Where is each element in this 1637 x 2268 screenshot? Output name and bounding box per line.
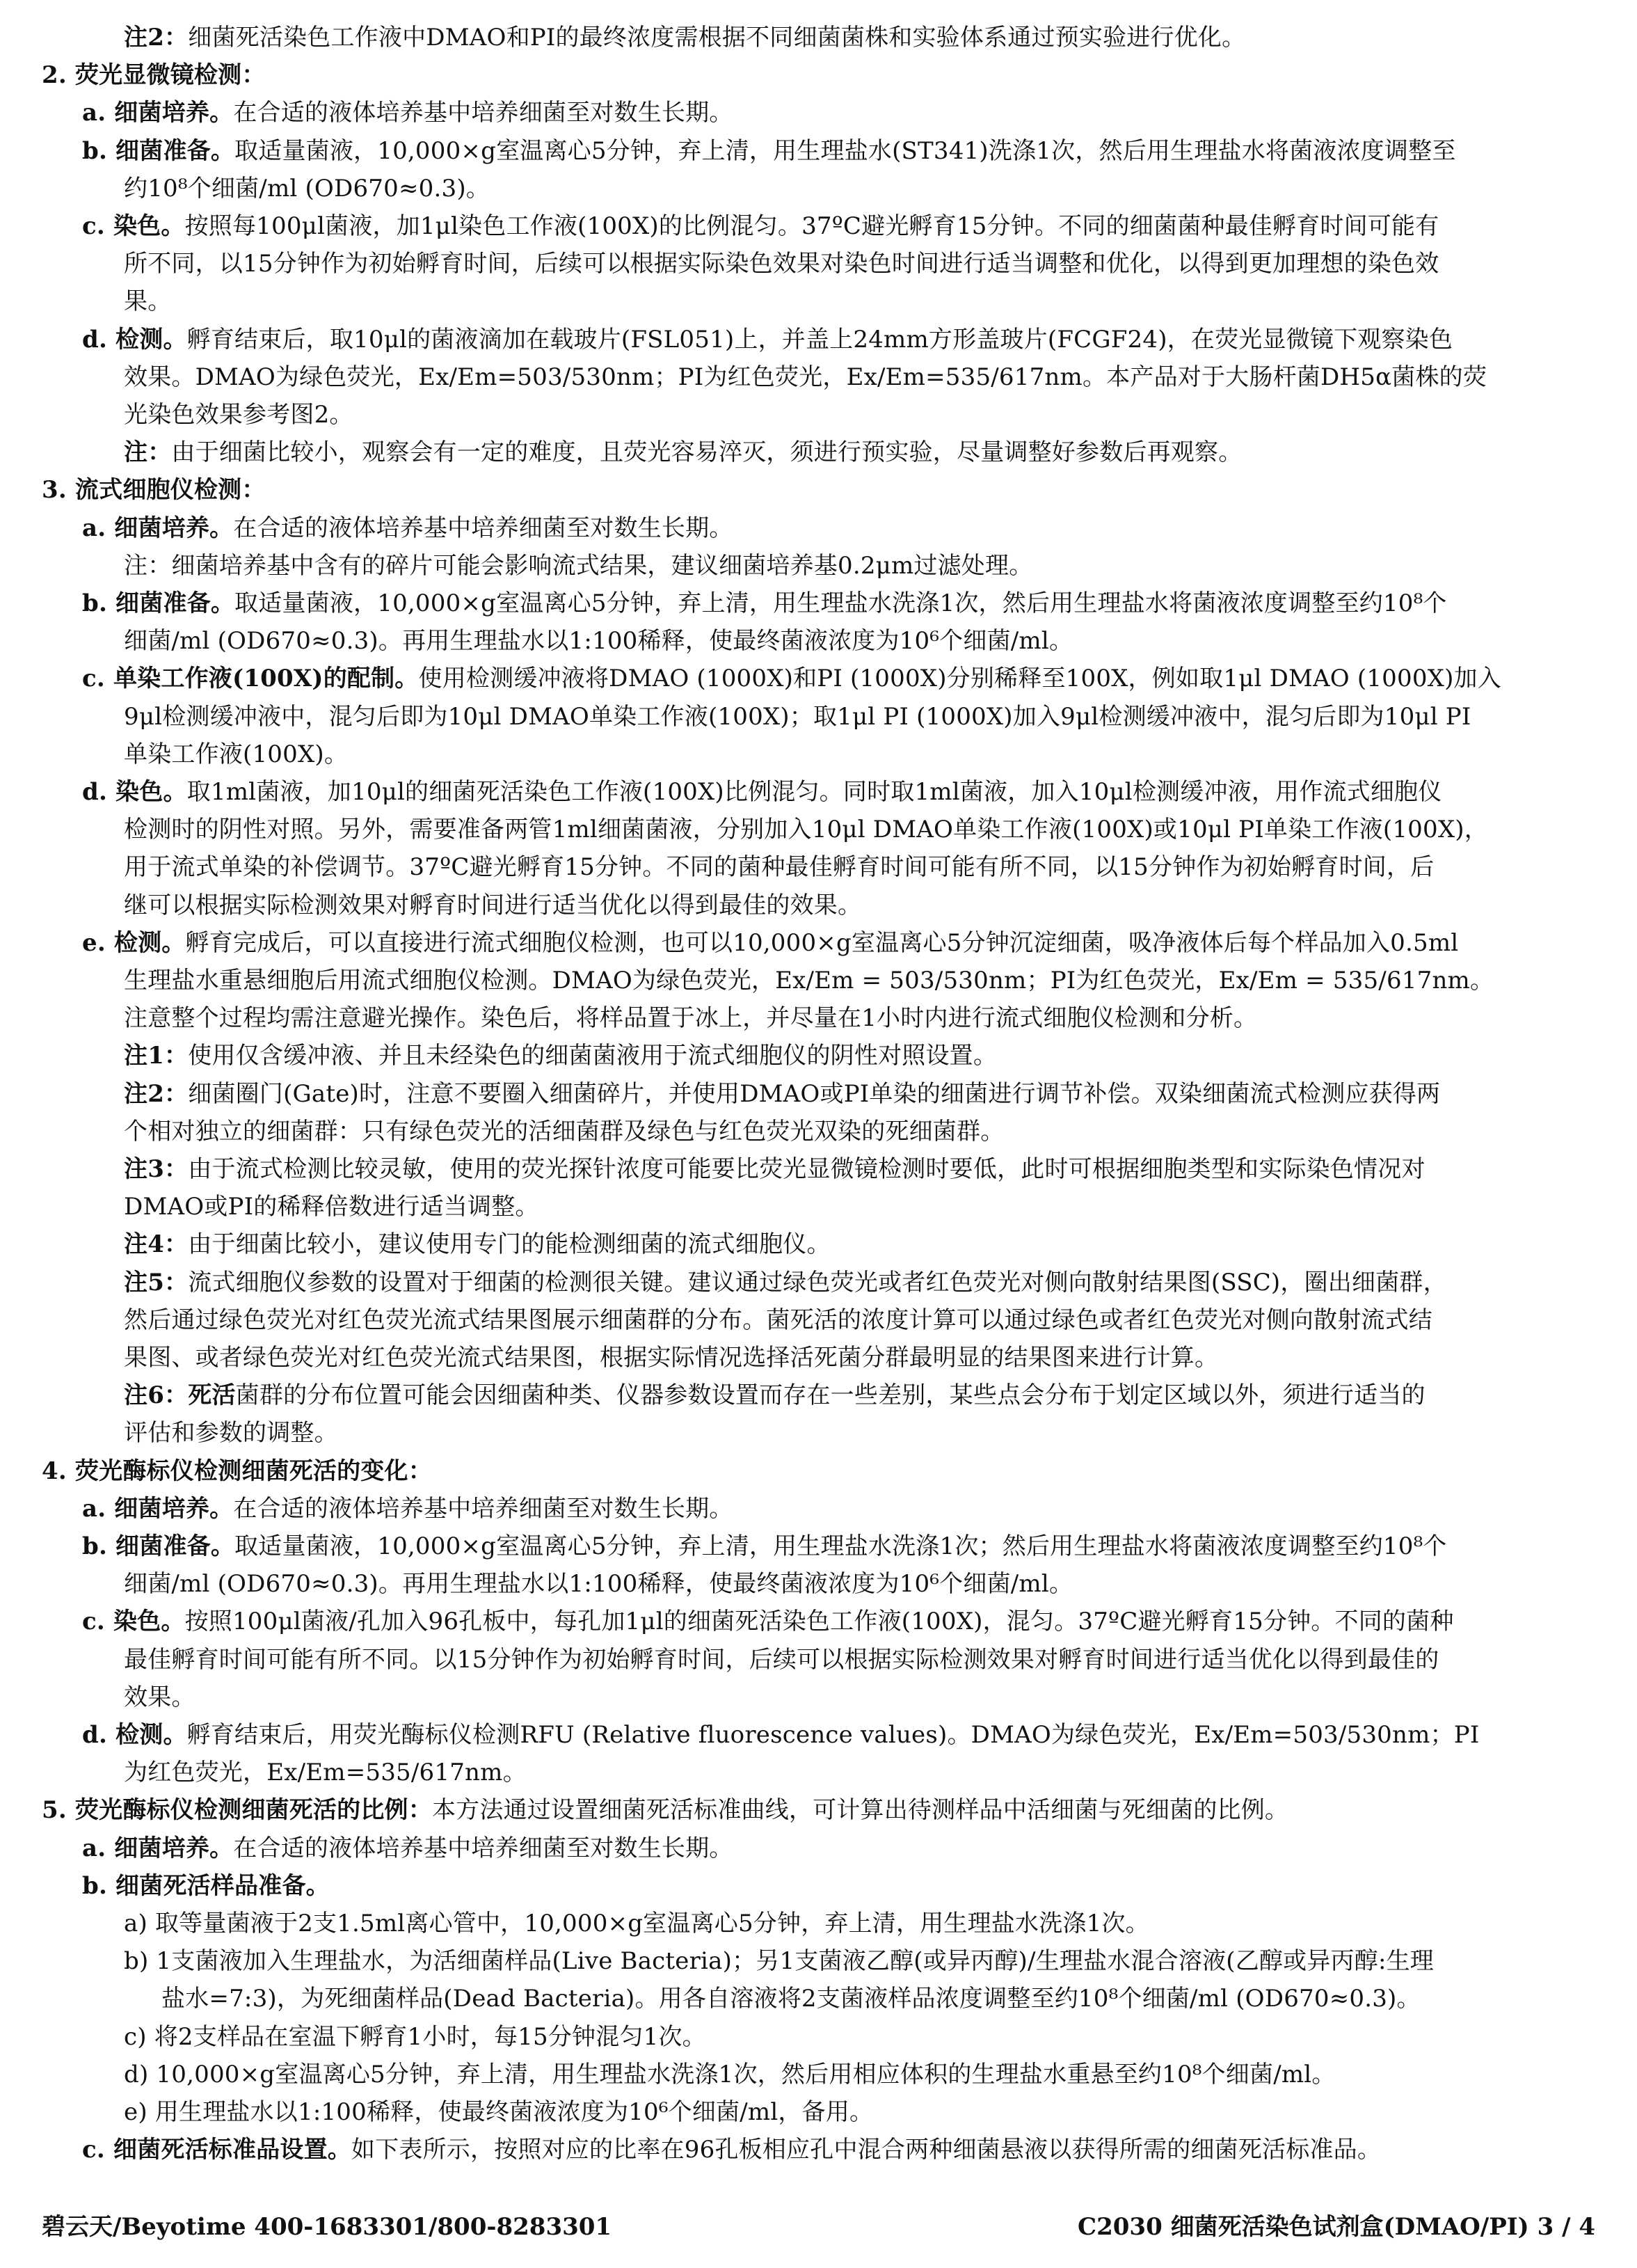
text-line: 细菌/ml (OD670≈0.3)。再用生理盐水以1:100稀释，使最终菌液浓度为10⁶个细菌/ml。 <box>124 627 1073 655</box>
text-line: 为红色荧光，Ex/Em=535/617nm。 <box>124 1759 527 1786</box>
text-line: 注2：细菌死活染色工作液中DMAO和PI的最终浓度需根据不同细菌菌株和实验体系通过预实验进行优化。 <box>124 24 1246 51</box>
text-line: a. 细菌培养。在合适的液体培养基中培养细菌至对数生长期。 <box>82 1834 733 1862</box>
text-line: c) 将2支样品在室温下孵育1小时，每15分钟混匀1次。 <box>124 2023 706 2051</box>
text-line: b. 细菌准备。取适量菌液，10,000×g室温离心5分钟，弃上清，用生理盐水(ST341)洗涤1次，然后用生理盐水将菌液浓度调整至 <box>82 137 1456 165</box>
text-line: DMAO或PI的稀释倍数进行适当调整。 <box>124 1193 539 1221</box>
text-line: 检测时的阴性对照。另外，需要准备两管1ml细菌菌液，分别加入10μl DMAO单染工作液(100X)或10μl PI单染工作液(100X)， <box>124 816 1488 843</box>
text-line: c. 染色。按照每100μl菌液，加1μl染色工作液(100X)的比例混匀。37ºC避光孵育15分钟。不同的细菌菌种最佳孵育时间可能有 <box>82 212 1439 240</box>
text-line: 注：细菌培养基中含有的碎片可能会影响流式结果，建议细菌培养基0.2μm过滤处理。 <box>124 552 1033 580</box>
text-line: a. 细菌培养。在合适的液体培养基中培养细菌至对数生长期。 <box>82 1495 733 1523</box>
text-line: d) 10,000×g室温离心5分钟，弃上清，用生理盐水洗涤1次，然后用相应体积的生理盐水重悬至约10⁸个细菌/ml。 <box>124 2061 1336 2088</box>
text-line: 效果。 <box>124 1683 195 1711</box>
text-line: 用于流式单染的补偿调节。37ºC避光孵育15分钟。不同的菌种最佳孵育时间可能有所不同，以15分钟作为初始孵育时间，后 <box>124 853 1435 881</box>
text-line: 注5：流式细胞仪参数的设置对于细菌的检测很关键。建议通过绿色荧光或者红色荧光对侧向散射结果图(SSC)，圈出细菌群， <box>124 1269 1447 1296</box>
text-line: 注4：由于细菌比较小，建议使用专门的能检测细菌的流式细胞仪。 <box>124 1230 831 1258</box>
text-line: e. 检测。孵育完成后，可以直接进行流式细胞仪检测，也可以10,000×g室温离心5分钟沉淀细菌，吸净液体后每个样品加入0.5ml <box>82 929 1459 957</box>
text-line: a) 取等量菌液于2支1.5ml离心管中，10,000×g室温离心5分钟，弃上清，用生理盐水洗涤1次。 <box>124 1910 1149 1937</box>
text-line: d. 检测。孵育结束后，取10μl的菌液滴加在载玻片(FSL051)上，并盖上24mm方形盖玻片(FCGF24)，在荧光显微镜下观察染色 <box>82 326 1453 354</box>
text-line: c. 细菌死活标准品设置。如下表所示，按照对应的比率在96孔板相应孔中混合两种细菌悬液以获得所需的细菌死活标准品。 <box>82 2136 1382 2164</box>
text-line: b) 1支菌液加入生理盐水，为活细菌样品(Live Bacteria)；另1支菌液乙醇(或异丙醇)/生理盐水混合溶液(乙醇或异丙醇:生理 <box>124 1947 1434 1975</box>
text-line: b. 细菌准备。取适量菌液，10,000×g室温离心5分钟，弃上清，用生理盐水洗涤1次，然后用生理盐水将菌液浓度调整至约10⁸个 <box>82 589 1447 617</box>
text-line: a. 细菌培养。在合适的液体培养基中培养细菌至对数生长期。 <box>82 99 733 127</box>
text-line: c. 单染工作液(100X)的配制。使用检测缓冲液将DMAO (1000X)和PI (1000X)分别稀释至100X，例如取1μl DMAO (1000X)加入 <box>82 665 1501 692</box>
text-line: 光染色效果参考图2。 <box>124 401 353 429</box>
text-line: 约10⁸个细菌/ml (OD670≈0.3)。 <box>124 175 490 203</box>
text-line: 注2：细菌圈门(Gate)时，注意不要圈入细菌碎片，并使用DMAO或PI单染的细菌进行调节补偿。双染细菌流式检测应获得两 <box>124 1080 1441 1108</box>
text-line: 3. 流式细胞仪检测： <box>42 476 266 504</box>
text-line: 5. 荧光酶标仪检测细菌死活的比例：本方法通过设置细菌死活标准曲线，可计算出待测样品中活细菌与死细菌的比例。 <box>42 1796 1289 1824</box>
text-line: 生理盐水重悬细胞后用流式细胞仪检测。DMAO为绿色荧光，Ex/Em = 503/530nm；PI为红色荧光，Ex/Em = 535/617nm。 <box>124 967 1494 994</box>
text-line: 9μl检测缓冲液中，混匀后即为10μl DMAO单染工作液(100X)；取1μl PI (1000X)加入9μl检测缓冲液中，混匀后即为10μl PI <box>124 703 1471 731</box>
text-line: 细菌/ml (OD670≈0.3)。再用生理盐水以1:100稀释，使最终菌液浓度为10⁶个细菌/ml。 <box>124 1570 1073 1598</box>
text-line: 单染工作液(100X)。 <box>124 740 349 768</box>
page-footer <box>42 2207 1595 2241</box>
text-line: c. 染色。按照100μl菌液/孔加入96孔板中，每孔加1μl的细菌死活染色工作液(100X)，混匀。37ºC避光孵育15分钟。不同的菌种 <box>82 1608 1454 1635</box>
text-line: e) 用生理盐水以1:100稀释，使最终菌液浓度为10⁶个细菌/ml，备用。 <box>124 2098 874 2126</box>
text-line: 注6：死活菌群的分布位置可能会因细菌种类、仪器参数设置而存在一些差别，某些点会分布于划定区域以外，须进行适当的 <box>124 1381 1426 1409</box>
footer-product-page: C2030 细菌死活染色试剂盒(DMAO/PI) 3 / 4 <box>1078 2213 1595 2241</box>
text-line: 效果。DMAO为绿色荧光，Ex/Em=503/530nm；PI为红色荧光，Ex/Em=535/617nm。本产品对于大肠杆菌DH5α菌株的荧 <box>124 363 1487 391</box>
text-line: 果。 <box>124 287 172 315</box>
text-line: 所不同，以15分钟作为初始孵育时间，后续可以根据实际染色效果对染色时间进行适当调整和优化，以得到更加理想的染色效 <box>124 250 1439 278</box>
text-line: a. 细菌培养。在合适的液体培养基中培养细菌至对数生长期。 <box>82 514 733 542</box>
text-line: 注3：由于流式检测比较灵敏，使用的荧光探针浓度可能要比荧光显微镜检测时要低，此时可根据细胞类型和实际染色情况对 <box>124 1155 1426 1183</box>
text-line: d. 染色。取1ml菌液，加10μl的细菌死活染色工作液(100X)比例混匀。同时取1ml菌液，加入10μl检测缓冲液，用作流式细胞仪 <box>82 778 1442 806</box>
text-line: 果图、或者绿色荧光对红色荧光流式结果图，根据实际情况选择活死菌分群最明显的结果图来进行计算。 <box>124 1344 1219 1372</box>
text-line: 个相对独立的细菌群：只有绿色荧光的活细菌群及绿色与红色荧光双染的死细菌群。 <box>124 1118 1005 1145</box>
text-line: 盐水=7:3)，为死细菌样品(Dead Bacteria)。用各自溶液将2支菌液样品浓度调整至约10⁸个细菌/ml (OD670≈0.3)。 <box>161 1985 1421 2013</box>
text-line: 然后通过绿色荧光对红色荧光流式结果图展示细菌群的分布。菌死活的浓度计算可以通过绿色或者红色荧光对侧向散射流式结 <box>124 1306 1432 1334</box>
text-line: d. 检测。孵育结束后，用荧光酶标仪检测RFU (Relative fluorescence values)。DMAO为绿色荧光，Ex/Em=503/530nm；PI <box>82 1721 1480 1749</box>
text-line: b. 细菌死活样品准备。 <box>82 1872 330 1900</box>
text-line: 评估和参数的调整。 <box>124 1419 338 1447</box>
text-line: 4. 荧光酶标仪检测细菌死活的变化： <box>42 1457 432 1485</box>
text-line: 继可以根据实际检测效果对孵育时间进行适当优化以得到最佳的效果。 <box>124 891 862 919</box>
text-line: 注：由于细菌比较小，观察会有一定的难度，且荧光容易淬灭，须进行预实验，尽量调整好参数后再观察。 <box>124 438 1243 466</box>
text-line: 最佳孵育时间可能有所不同。以15分钟作为初始孵育时间，后续可以根据实际检测效果对孵育时间进行适当优化以得到最佳的 <box>124 1646 1439 1674</box>
footer-brand-contact: 碧云天/Beyotime 400-1683301/800-8283301 <box>42 2213 612 2241</box>
text-line: b. 细菌准备。取适量菌液，10,000×g室温离心5分钟，弃上清，用生理盐水洗涤1次；然后用生理盐水将菌液浓度调整至约10⁸个 <box>82 1532 1447 1560</box>
text-line: 2. 荧光显微镜检测： <box>42 61 266 89</box>
text-line: 注1：使用仅含缓冲液、并且未经染色的细菌菌液用于流式细胞仪的阴性对照设置。 <box>124 1042 998 1070</box>
text-line: 注意整个过程均需注意避光操作。染色后，将样品置于冰上，并尽量在1小时内进行流式细胞仪检测和分析。 <box>124 1004 1258 1032</box>
